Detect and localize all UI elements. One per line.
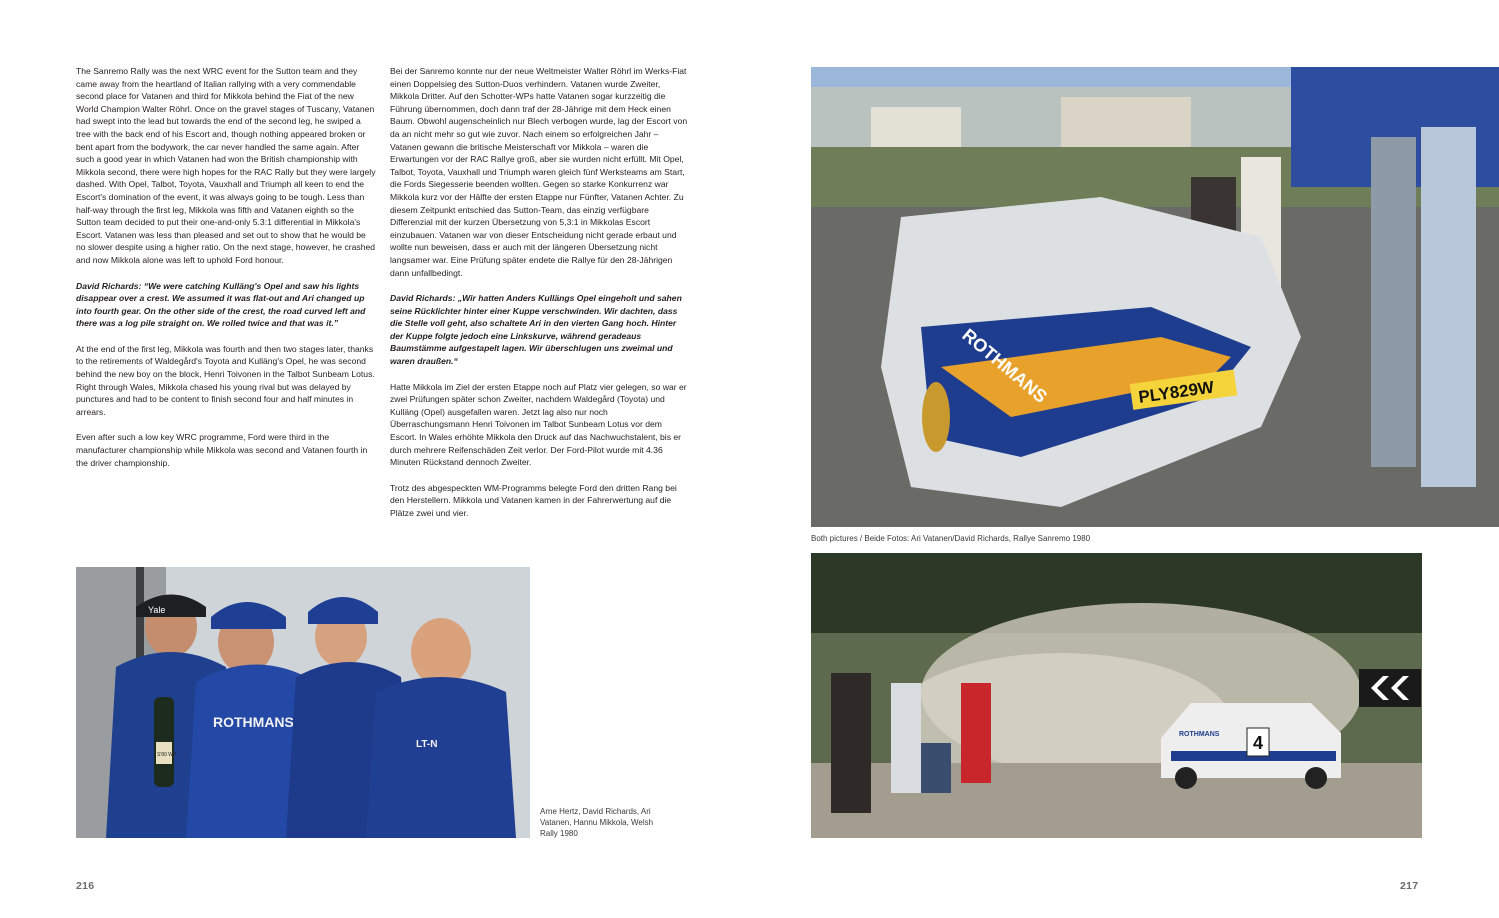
number-plate-text: PLY829W [1137,377,1216,407]
action-photo-illustration [811,553,1422,838]
action-car-sponsor-text: ROTHMANS [1179,731,1220,738]
english-paragraph-3: Even after such a low key WRC programme, Ford were third in the manufacturer championship while Mikkola was second and Vatanen fourth in the driver championship. [76,432,368,468]
team-photo-illustration [76,567,530,838]
team-photo-caption: Arne Hertz, David Richards, Ari Vatanen, Hannu Mikkola, Welsh Rally 1980 [540,807,654,838]
german-paragraph-2: Hatte Mikkola im Ziel der ersten Etappe noch auf Platz vier gelegen, so war er zwei Prüfungen später schon Zweiter, nachdem Waldegård (Toyota) und Kulläng (Opel) ausgefallen waren. Jetzt lag also nur noch Überraschungsmann Henri Toivonen im Talbot Sunbeam Lotus vor dem Escort. In Wales erhöhte Mikkola den Druck auf das Nachwuchstalent, bis er durch mehrere Reifenschäden Zeit verlor. Der Ford-Pilot wurde mit 4.36 Minuten Rückstand dennoch Zweiter. [390,381,687,468]
english-paragraph-1: The Sanremo Rally was the next WRC event for the Sutton team and they came away from the heartland of Italian rallying with a very commendable second place for Vatanen and third for Mikkola behind the Fiat of the new World Champion Walter Röhrl. Once on the gravel stages of Tuscany, Vatanen had swept into the lead but towards the end of the second leg, he swiped a tree with the back end of his Escort and, though nothing appeared broken or bent apart from the bodywork, the car never handled the same again. After such a good year in which Vatanen had won the British championship with Mikkola second, there were high hopes for the RAC Rally but they were largely dashed. With Opel, Talbot, Toyota, Vauxhall and Triumph all keen to end the Escort's domination of the event, it was always going to be tough. Less than half-way through the first leg, Mikkola was fifth and Vatanen eighth so the Sutton team decided to put their one-and-only 5.3:1 differential in Mikkola's Escort. Vatanen was less than pleased and set out to show that he would be no slower despite using a higher ratio. On the next stage, however, he crashed and now Mikkola alone was left to uphold Ford honour. [76,66,376,265]
jacket-sponsor-text: ROTHMANS [213,714,294,730]
car-sponsor-text: ROTHMANS [958,324,1051,407]
crashed-escort-photo [811,67,1499,527]
rally-action-photo [811,553,1422,838]
right-page-caption: Both pictures / Beide Fotos: Ari Vatanen/David Richards, Rallye Sanremo 1980 [811,534,1091,543]
german-text-column [390,65,688,533]
english-quote: David Richards: “We were catching Kulläng's Opel and saw his lights disappear over a crest. We assumed it was flat-out and Ari changed up into fourth gear. On the other side of the crest, the road curved left and there was a log pile straight on. We rolled twice and that was it.” [76,280,366,329]
sleeve-sponsor-text: LT-N [416,739,438,750]
page-number-right: 217 [1400,880,1419,892]
bottle-label-text: S'80 WP [157,752,177,758]
car-number-text: 4 [1253,733,1264,753]
crash-photo-illustration [811,67,1499,527]
german-paragraph-3: Trotz des abgespeckten WM-Programms belegte Ford den dritten Rang bei den Herstellern. Mikkola und Vatanen kamen in der Fahrerwertung auf die Plätze zwei und vier. [390,482,677,518]
english-paragraph-2: At the end of the first leg, Mikkola was fourth and then two stages later, thanks to the retirements of Waldegård's Toyota and Kulläng's Opel, he was second behind the new boy on the block, Henri Toivonen in the Talbot Sunbeam Lotus. Right through Wales, Mikkola chased his young rival but was delayed by punctures and had to be content to finish second four and half minutes in arrears. [76,343,375,417]
german-quote: David Richards: „Wir hatten Anders Kullängs Opel eingeholt und sahen seine Rücklichter hinter einer Kuppe verschwinden. Wir dachten, dass die Stelle voll geht, also schaltete Ari in den vierten Gang hoch. Hinter der Kuppe folgte jedoch eine Linkskurve, während geradeaus Baumstämme aufgestapelt lagen. Wir überschlugen uns zweimal und waren draußen.“ [390,293,682,367]
german-paragraph-1: Bei der Sanremo konnte nur der neue Weltmeister Walter Röhrl im Werks-Fiat einen Doppelsieg des Sutton-Duos verhindern. Vatanen wurde Zweiter, Mikkola Dritter. Auf den Schotter-WPs hatte Vatanen sogar kurzzeitig die Führung übernommen, doch dann traf der 28-Jährige mit dem Heck einen Baum. Obwohl augenscheinlich nur Blech verbogen wurde, lag der Escort von da an nicht mehr so gut wie zuvor. Nach einem so erfolgreichen Jahr – Vatanen gewann die britische Meisterschaft vor Mikkola – waren die Erwartungen vor der RAC Rallye groß, aber sie wurden nicht erfüllt. Mit Opel, Talbot, Toyota, Vauxhall und Triumph waren gleich fünf Werksteams am Start, die Fords Siegesserie beenden wollten. Gegen so starke Konkurrenz war Mikkola kurz vor der Hälfte der ersten Etappe nur Fünfter, Vatanen Achter. Zu diesem Zeitpunkt entschied das Sutton-Team, das einzig verfügbare Differenzial mit der kurzen Übersetzung von 5,3:1 in Mikkolas Escort einzubauen. Vatanen war von dieser Entscheidung nicht gerade erbaut und wollte nun beweisen, dass er auch mit der längeren Übersetzung nicht langsamer war. Eine Prüfung später endete die Rallye für den 28-Jährigen dann unfallbedingt. [390,66,688,278]
cap-brand-text: Yale [148,605,166,615]
english-text-column [76,65,376,482]
team-celebration-photo [76,567,530,838]
page-number-left: 216 [76,880,95,892]
